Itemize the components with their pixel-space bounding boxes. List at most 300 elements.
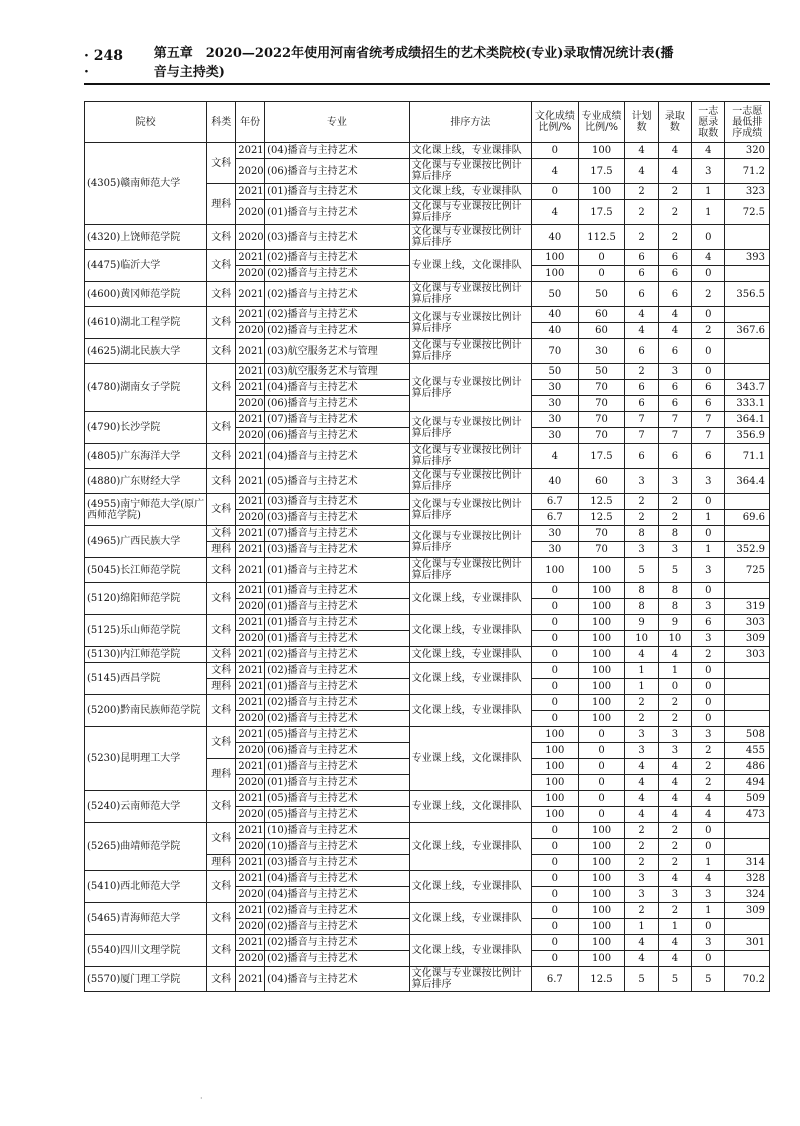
cell-school: (4320)上饶师范学院 — [85, 225, 207, 250]
cell-plan: 4 — [625, 159, 658, 184]
cell-year: 2020 — [236, 323, 265, 339]
cell-school: (5240)云南师范大学 — [85, 791, 207, 823]
cell-culture-ratio: 100 — [531, 807, 578, 823]
cell-method: 文化课上线，专业课排队 — [409, 663, 531, 695]
cell-culture-ratio: 70 — [531, 339, 578, 364]
cell-year: 2020 — [236, 807, 265, 823]
col-header-first-choice: 一志愿录取数 — [692, 102, 725, 143]
cell-culture-ratio: 4 — [531, 159, 578, 184]
cell-major: (01)播音与主持艺术 — [265, 615, 410, 631]
cell-admitted: 4 — [658, 647, 691, 663]
cell-first-choice: 2 — [692, 743, 725, 759]
cell-major: (02)播音与主持艺术 — [265, 935, 410, 951]
cell-subject: 文科 — [207, 339, 236, 364]
cell-min-score — [725, 711, 770, 727]
cell-plan: 3 — [625, 743, 658, 759]
cell-plan: 8 — [625, 599, 658, 615]
cell-culture-ratio: 100 — [531, 250, 578, 266]
cell-subject: 文科 — [207, 615, 236, 647]
table-row — [85, 871, 770, 887]
cell-culture-ratio: 30 — [531, 542, 578, 558]
cell-admitted: 4 — [658, 159, 691, 184]
cell-first-choice: 7 — [692, 428, 725, 444]
cell-admitted: 4 — [658, 935, 691, 951]
cell-subject: 文科 — [207, 412, 236, 444]
cell-plan: 4 — [625, 647, 658, 663]
cell-major: (04)播音与主持艺术 — [265, 380, 410, 396]
cell-school: (4610)湖北工程学院 — [85, 307, 207, 339]
cell-year: 2021 — [236, 469, 265, 494]
cell-first-choice: 4 — [692, 250, 725, 266]
cell-admitted: 2 — [658, 711, 691, 727]
cell-plan: 8 — [625, 583, 658, 599]
table-row — [85, 903, 770, 919]
cell-min-score — [725, 225, 770, 250]
cell-method: 专业课上线，文化课排队 — [409, 791, 531, 823]
cell-culture-ratio: 4 — [531, 200, 578, 225]
cell-culture-ratio: 0 — [531, 919, 578, 935]
cell-first-choice: 3 — [692, 469, 725, 494]
cell-min-score: 494 — [725, 775, 770, 791]
cell-year: 2021 — [236, 679, 265, 695]
cell-plan: 6 — [625, 282, 658, 307]
cell-first-choice: 5 — [692, 967, 725, 992]
cell-professional-ratio: 17.5 — [578, 200, 625, 225]
cell-culture-ratio: 0 — [531, 631, 578, 647]
cell-year: 2021 — [236, 695, 265, 711]
cell-culture-ratio: 0 — [531, 887, 578, 903]
cell-first-choice: 1 — [692, 510, 725, 526]
cell-plan: 3 — [625, 887, 658, 903]
cell-professional-ratio: 17.5 — [578, 444, 625, 469]
cell-admitted: 4 — [658, 871, 691, 887]
table-row — [85, 282, 770, 307]
table-row — [85, 695, 770, 711]
cell-year: 2021 — [236, 855, 265, 871]
col-header-major: 专业 — [265, 102, 410, 143]
cell-first-choice: 4 — [692, 143, 725, 159]
cell-major: (01)播音与主持艺术 — [265, 558, 410, 583]
cell-plan: 2 — [625, 510, 658, 526]
cell-professional-ratio: 30 — [578, 339, 625, 364]
cell-min-score: 509 — [725, 791, 770, 807]
cell-year: 2021 — [236, 494, 265, 510]
cell-plan: 6 — [625, 266, 658, 282]
table-row — [85, 143, 770, 159]
cell-professional-ratio: 70 — [578, 396, 625, 412]
table-row — [85, 339, 770, 364]
cell-method: 文化课与专业课按比例计算后排序 — [409, 444, 531, 469]
cell-plan: 2 — [625, 823, 658, 839]
cell-plan: 6 — [625, 444, 658, 469]
cell-method: 专业课上线，文化课排队 — [409, 727, 531, 791]
cell-first-choice: 3 — [692, 631, 725, 647]
cell-professional-ratio: 12.5 — [578, 510, 625, 526]
cell-plan: 4 — [625, 143, 658, 159]
cell-professional-ratio: 0 — [578, 250, 625, 266]
cell-professional-ratio: 100 — [578, 711, 625, 727]
cell-subject: 文科 — [207, 967, 236, 992]
cell-method: 文化课上线，专业课排队 — [409, 184, 531, 200]
col-header-admitted: 录取数 — [658, 102, 691, 143]
cell-first-choice: 0 — [692, 364, 725, 380]
cell-subject: 文科 — [207, 663, 236, 679]
cell-professional-ratio: 112.5 — [578, 225, 625, 250]
col-header-professional-ratio: 专业成绩比例/% — [578, 102, 625, 143]
cell-major: (05)播音与主持艺术 — [265, 807, 410, 823]
cell-year: 2021 — [236, 615, 265, 631]
table-row — [85, 583, 770, 599]
cell-admitted: 2 — [658, 839, 691, 855]
cell-method: 文化课与专业课按比例计算后排序 — [409, 200, 531, 225]
cell-professional-ratio: 60 — [578, 307, 625, 323]
cell-method: 文化课与专业课按比例计算后排序 — [409, 526, 531, 558]
cell-culture-ratio: 0 — [531, 583, 578, 599]
cell-major: (02)播音与主持艺术 — [265, 282, 410, 307]
cell-admitted: 3 — [658, 364, 691, 380]
cell-professional-ratio: 100 — [578, 951, 625, 967]
cell-plan: 2 — [625, 364, 658, 380]
cell-major: (03)航空服务艺术与管理 — [265, 364, 410, 380]
col-header-plan: 计划数 — [625, 102, 658, 143]
cell-major: (06)播音与主持艺术 — [265, 396, 410, 412]
cell-min-score: 69.6 — [725, 510, 770, 526]
cell-min-score — [725, 823, 770, 839]
cell-culture-ratio: 0 — [531, 599, 578, 615]
cell-school: (5145)西昌学院 — [85, 663, 207, 695]
cell-admitted: 2 — [658, 494, 691, 510]
cell-culture-ratio: 6.7 — [531, 510, 578, 526]
cell-school: (5410)西北师范大学 — [85, 871, 207, 903]
cell-first-choice: 1 — [692, 200, 725, 225]
cell-plan: 3 — [625, 727, 658, 743]
cell-subject: 文科 — [207, 444, 236, 469]
cell-subject: 文科 — [207, 282, 236, 307]
table-row — [85, 526, 770, 542]
cell-method: 专业课上线，文化课排队 — [409, 250, 531, 282]
cell-culture-ratio: 100 — [531, 759, 578, 775]
cell-first-choice: 0 — [692, 225, 725, 250]
cell-admitted: 6 — [658, 250, 691, 266]
table-row — [85, 412, 770, 428]
cell-first-choice: 3 — [692, 558, 725, 583]
cell-major: (02)播音与主持艺术 — [265, 647, 410, 663]
cell-subject: 文科 — [207, 469, 236, 494]
table-row — [85, 494, 770, 510]
cell-year: 2021 — [236, 558, 265, 583]
cell-school: (5200)黔南民族师范学院 — [85, 695, 207, 727]
cell-admitted: 6 — [658, 396, 691, 412]
cell-year: 2021 — [236, 412, 265, 428]
cell-min-score — [725, 307, 770, 323]
cell-min-score: 71.2 — [725, 159, 770, 184]
cell-subject: 文科 — [207, 695, 236, 727]
cell-culture-ratio: 40 — [531, 307, 578, 323]
cell-first-choice: 0 — [692, 663, 725, 679]
cell-admitted: 10 — [658, 631, 691, 647]
table-row — [85, 558, 770, 583]
cell-professional-ratio: 100 — [578, 887, 625, 903]
cell-first-choice: 0 — [692, 266, 725, 282]
cell-min-score: 309 — [725, 631, 770, 647]
cell-plan: 1 — [625, 679, 658, 695]
cell-plan: 2 — [625, 200, 658, 225]
cell-admitted: 9 — [658, 615, 691, 631]
cell-professional-ratio: 0 — [578, 266, 625, 282]
cell-professional-ratio: 0 — [578, 775, 625, 791]
cell-admitted: 2 — [658, 184, 691, 200]
cell-professional-ratio: 100 — [578, 184, 625, 200]
cell-admitted: 5 — [658, 967, 691, 992]
cell-professional-ratio: 100 — [578, 855, 625, 871]
table-row — [85, 663, 770, 679]
cell-professional-ratio: 0 — [578, 727, 625, 743]
header-rule — [84, 83, 770, 85]
cell-plan: 3 — [625, 871, 658, 887]
cell-method: 文化课上线，专业课排队 — [409, 647, 531, 663]
cell-year: 2021 — [236, 663, 265, 679]
cell-min-score: 455 — [725, 743, 770, 759]
cell-plan: 3 — [625, 469, 658, 494]
cell-method: 文化课上线，专业课排队 — [409, 935, 531, 967]
cell-school: (5465)青海师范大学 — [85, 903, 207, 935]
cell-year: 2021 — [236, 871, 265, 887]
cell-year: 2020 — [236, 225, 265, 250]
cell-min-score: 71.1 — [725, 444, 770, 469]
cell-subject: 文科 — [207, 225, 236, 250]
cell-major: (04)播音与主持艺术 — [265, 444, 410, 469]
cell-first-choice: 3 — [692, 935, 725, 951]
cell-culture-ratio: 50 — [531, 364, 578, 380]
cell-year: 2020 — [236, 887, 265, 903]
cell-method: 文化课与专业课按比例计算后排序 — [409, 282, 531, 307]
cell-professional-ratio: 100 — [578, 558, 625, 583]
cell-school: (4305)赣南师范大学 — [85, 143, 207, 225]
cell-year: 2021 — [236, 647, 265, 663]
cell-culture-ratio: 0 — [531, 679, 578, 695]
col-header-subject: 科类 — [207, 102, 236, 143]
cell-year: 2020 — [236, 775, 265, 791]
cell-first-choice: 1 — [692, 855, 725, 871]
cell-major: (05)播音与主持艺术 — [265, 727, 410, 743]
cell-first-choice: 0 — [692, 307, 725, 323]
cell-culture-ratio: 0 — [531, 647, 578, 663]
cell-plan: 6 — [625, 250, 658, 266]
cell-plan: 4 — [625, 759, 658, 775]
cell-year: 2020 — [236, 266, 265, 282]
cell-min-score — [725, 695, 770, 711]
table-row — [85, 647, 770, 663]
cell-major: (01)播音与主持艺术 — [265, 583, 410, 599]
cell-culture-ratio: 0 — [531, 935, 578, 951]
cell-professional-ratio: 60 — [578, 469, 625, 494]
cell-major: (07)播音与主持艺术 — [265, 412, 410, 428]
cell-first-choice: 1 — [692, 903, 725, 919]
cell-culture-ratio: 0 — [531, 184, 578, 200]
cell-admitted: 3 — [658, 542, 691, 558]
cell-major: (04)播音与主持艺术 — [265, 871, 410, 887]
cell-plan: 2 — [625, 711, 658, 727]
cell-plan: 5 — [625, 558, 658, 583]
cell-major: (05)播音与主持艺术 — [265, 791, 410, 807]
cell-min-score: 319 — [725, 599, 770, 615]
cell-major: (02)播音与主持艺术 — [265, 903, 410, 919]
cell-culture-ratio: 30 — [531, 412, 578, 428]
cell-min-score: 343.7 — [725, 380, 770, 396]
cell-professional-ratio: 100 — [578, 871, 625, 887]
cell-admitted: 6 — [658, 444, 691, 469]
cell-min-score: 70.2 — [725, 967, 770, 992]
cell-plan: 4 — [625, 775, 658, 791]
cell-plan: 2 — [625, 855, 658, 871]
cell-subject: 文科 — [207, 727, 236, 759]
cell-subject: 文科 — [207, 823, 236, 855]
cell-admitted: 4 — [658, 951, 691, 967]
cell-plan: 4 — [625, 323, 658, 339]
cell-culture-ratio: 0 — [531, 855, 578, 871]
cell-professional-ratio: 17.5 — [578, 159, 625, 184]
cell-subject: 文科 — [207, 647, 236, 663]
cell-major: (10)播音与主持艺术 — [265, 823, 410, 839]
cell-admitted: 3 — [658, 727, 691, 743]
cell-first-choice: 0 — [692, 679, 725, 695]
cell-min-score: 320 — [725, 143, 770, 159]
page-header — [84, 46, 684, 80]
table-row — [85, 615, 770, 631]
cell-plan: 6 — [625, 396, 658, 412]
cell-major: (03)播音与主持艺术 — [265, 510, 410, 526]
cell-culture-ratio: 40 — [531, 469, 578, 494]
cell-year: 2020 — [236, 743, 265, 759]
cell-first-choice: 2 — [692, 759, 725, 775]
cell-culture-ratio: 0 — [531, 871, 578, 887]
cell-first-choice: 3 — [692, 887, 725, 903]
cell-min-score: 323 — [725, 184, 770, 200]
cell-school: (4805)广东海洋大学 — [85, 444, 207, 469]
cell-year: 2021 — [236, 791, 265, 807]
cell-admitted: 4 — [658, 759, 691, 775]
cell-major: (01)播音与主持艺术 — [265, 599, 410, 615]
cell-year: 2020 — [236, 200, 265, 225]
cell-major: (02)播音与主持艺术 — [265, 266, 410, 282]
cell-culture-ratio: 0 — [531, 823, 578, 839]
cell-plan: 2 — [625, 225, 658, 250]
cell-year: 2021 — [236, 823, 265, 839]
cell-culture-ratio: 0 — [531, 695, 578, 711]
cell-admitted: 6 — [658, 339, 691, 364]
cell-year: 2021 — [236, 184, 265, 200]
cell-year: 2021 — [236, 364, 265, 380]
cell-admitted: 4 — [658, 143, 691, 159]
cell-major: (01)播音与主持艺术 — [265, 775, 410, 791]
cell-method: 文化课与专业课按比例计算后排序 — [409, 159, 531, 184]
cell-professional-ratio: 100 — [578, 823, 625, 839]
cell-min-score — [725, 494, 770, 510]
cell-min-score — [725, 663, 770, 679]
cell-admitted: 3 — [658, 887, 691, 903]
cell-school: (4475)临沂大学 — [85, 250, 207, 282]
cell-min-score: 508 — [725, 727, 770, 743]
cell-first-choice: 0 — [692, 951, 725, 967]
cell-first-choice: 2 — [692, 647, 725, 663]
cell-year: 2020 — [236, 428, 265, 444]
cell-first-choice: 6 — [692, 380, 725, 396]
cell-min-score: 301 — [725, 935, 770, 951]
cell-min-score — [725, 364, 770, 380]
cell-plan: 5 — [625, 967, 658, 992]
cell-admitted: 6 — [658, 282, 691, 307]
cell-major: (04)播音与主持艺术 — [265, 887, 410, 903]
cell-school: (4600)黄冈师范学院 — [85, 282, 207, 307]
cell-min-score: 393 — [725, 250, 770, 266]
cell-school: (4790)长沙学院 — [85, 412, 207, 444]
cell-first-choice: 0 — [692, 339, 725, 364]
cell-plan: 9 — [625, 615, 658, 631]
cell-admitted: 7 — [658, 428, 691, 444]
cell-method: 文化课与专业课按比例计算后排序 — [409, 967, 531, 992]
cell-subject: 文科 — [207, 935, 236, 967]
cell-culture-ratio: 0 — [531, 951, 578, 967]
cell-culture-ratio: 50 — [531, 282, 578, 307]
cell-school: (5130)内江师范学院 — [85, 647, 207, 663]
cell-professional-ratio: 100 — [578, 583, 625, 599]
cell-subject: 文科 — [207, 558, 236, 583]
cell-min-score: 356.9 — [725, 428, 770, 444]
cell-major: (06)播音与主持艺术 — [265, 743, 410, 759]
cell-first-choice: 0 — [692, 711, 725, 727]
cell-method: 文化课与专业课按比例计算后排序 — [409, 412, 531, 444]
cell-subject: 文科 — [207, 903, 236, 935]
cell-admitted: 2 — [658, 200, 691, 225]
cell-professional-ratio: 50 — [578, 364, 625, 380]
cell-culture-ratio: 6.7 — [531, 967, 578, 992]
cell-min-score: 309 — [725, 903, 770, 919]
cell-year: 2021 — [236, 526, 265, 542]
cell-min-score: 303 — [725, 615, 770, 631]
table-row — [85, 307, 770, 323]
cell-year: 2020 — [236, 599, 265, 615]
cell-min-score: 328 — [725, 871, 770, 887]
cell-professional-ratio: 0 — [578, 807, 625, 823]
cell-school: (5125)乐山师范学院 — [85, 615, 207, 647]
cell-admitted: 6 — [658, 266, 691, 282]
cell-school: (4625)湖北民族大学 — [85, 339, 207, 364]
cell-plan: 6 — [625, 339, 658, 364]
cell-culture-ratio: 4 — [531, 444, 578, 469]
cell-culture-ratio: 6.7 — [531, 494, 578, 510]
cell-major: (01)播音与主持艺术 — [265, 759, 410, 775]
cell-first-choice: 3 — [692, 599, 725, 615]
table-row — [85, 967, 770, 992]
cell-year: 2020 — [236, 396, 265, 412]
cell-plan: 4 — [625, 935, 658, 951]
cell-method: 文化课与专业课按比例计算后排序 — [409, 494, 531, 526]
cell-subject: 文科 — [207, 791, 236, 823]
cell-plan: 4 — [625, 951, 658, 967]
cell-major: (03)播音与主持艺术 — [265, 855, 410, 871]
cell-culture-ratio: 0 — [531, 711, 578, 727]
cell-year: 2021 — [236, 282, 265, 307]
cell-plan: 1 — [625, 663, 658, 679]
cell-professional-ratio: 70 — [578, 428, 625, 444]
cell-culture-ratio: 40 — [531, 225, 578, 250]
cell-school: (5045)长江师范学院 — [85, 558, 207, 583]
cell-admitted: 8 — [658, 526, 691, 542]
cell-subject: 理科 — [207, 679, 236, 695]
cell-school: (5540)四川文理学院 — [85, 935, 207, 967]
cell-major: (03)播音与主持艺术 — [265, 494, 410, 510]
cell-year: 2021 — [236, 250, 265, 266]
